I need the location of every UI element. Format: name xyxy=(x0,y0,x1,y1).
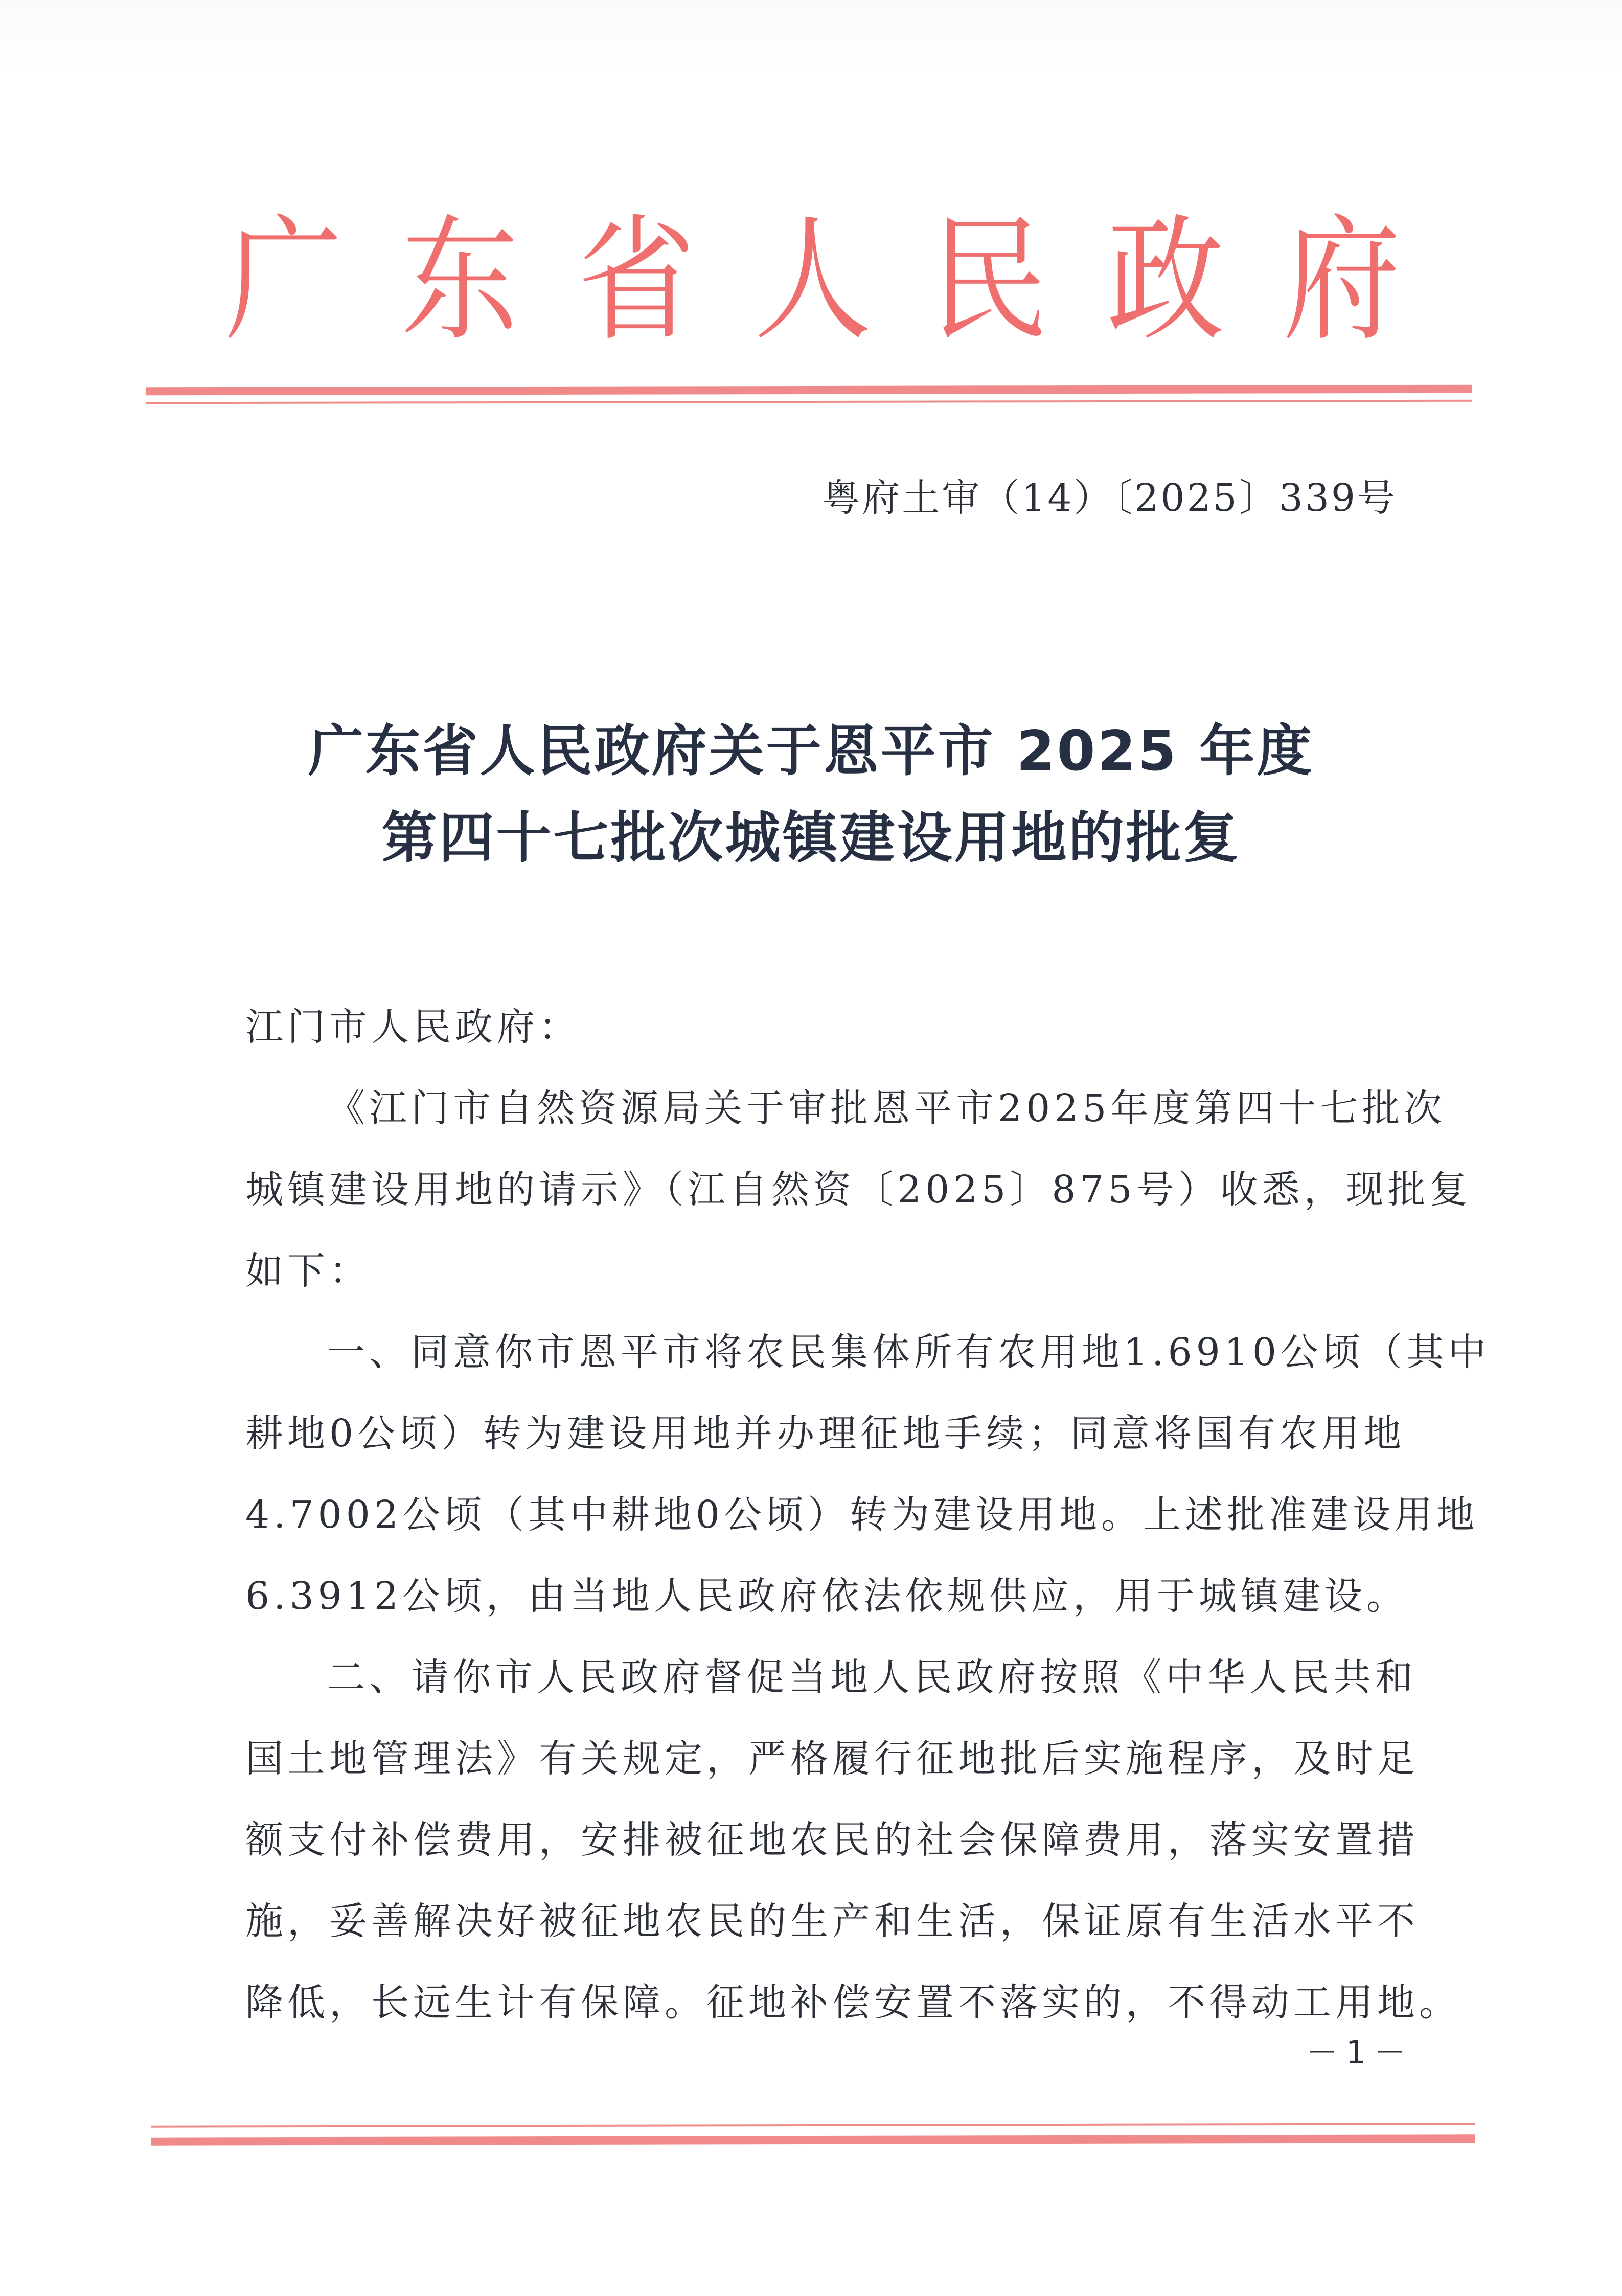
paragraph-line: 额支付补偿费用，安排被征地农民的社会保障费用，落实安置措 xyxy=(245,1818,1419,1862)
masthead xyxy=(225,204,1401,358)
paragraph-line: 《江门市自然资源局关于审批恩平市2025年度第四十七批次 xyxy=(327,1086,1446,1130)
document-body xyxy=(245,987,1490,2043)
paragraph-line: 6.3912公顷，由当地人民政府依法依规供应，用于城镇建设。 xyxy=(245,1574,1408,1618)
masthead-rule-thin xyxy=(146,400,1472,404)
masthead-char: 广 xyxy=(225,202,343,359)
masthead-char: 民 xyxy=(930,202,1048,359)
paragraph-line: 二、请你市人民政府督促当地人民政府按照《中华人民共和 xyxy=(327,1655,1417,1699)
scan-edge xyxy=(0,0,1622,77)
paragraph-line: 施，妥善解决好被征地农民的生产和生活，保证原有生活水平不 xyxy=(245,1899,1419,1943)
paragraph-item-2 xyxy=(245,1637,1461,2043)
paragraph-line: 降低，长远生计有保障。征地补偿安置不落实的，不得动工用地。 xyxy=(245,1981,1461,2025)
document-title xyxy=(0,708,1622,882)
paragraph-line: 国土地管理法》有关规定，严格履行征地批后实施程序，及时足 xyxy=(245,1737,1419,1781)
page-number: －1－ xyxy=(1306,2034,1414,2071)
masthead-char: 政 xyxy=(1106,202,1224,359)
title-line-1: 广东省人民政府关于恩平市 2025 年度 xyxy=(308,719,1314,783)
document-number: 粤府土审（14）〔2025〕339号 xyxy=(822,476,1397,520)
footer-rule-thin xyxy=(151,2123,1475,2127)
paragraph-line: 4.7002公顷（其中耕地0公顷）转为建设用地。上述批准建设用地 xyxy=(245,1493,1479,1537)
masthead-char: 府 xyxy=(1283,202,1401,359)
paragraph-item-1 xyxy=(245,1312,1490,1637)
salutation: 江门市人民政府： xyxy=(245,1005,581,1049)
paragraph-line: 耕地0公顷）转为建设用地并办理征地手续；同意将国有农用地 xyxy=(245,1412,1406,1456)
paragraph-line: 如下： xyxy=(245,1249,371,1293)
masthead-rule-thick xyxy=(146,385,1472,396)
footer-rule-thick xyxy=(151,2134,1475,2145)
masthead-char: 省 xyxy=(577,202,695,359)
paragraph-line: 一、同意你市恩平市将农民集体所有农用地1.6910公顷（其中 xyxy=(327,1330,1490,1374)
masthead-char: 东 xyxy=(401,202,519,359)
paragraph-line: 城镇建设用地的请示》（江自然资〔2025〕875号）收悉，现批复 xyxy=(245,1168,1472,1212)
paragraph-intro xyxy=(245,1068,1472,1312)
masthead-char: 人 xyxy=(753,202,872,359)
title-line-2: 第四十七批次城镇建设用地的批复 xyxy=(381,806,1241,870)
